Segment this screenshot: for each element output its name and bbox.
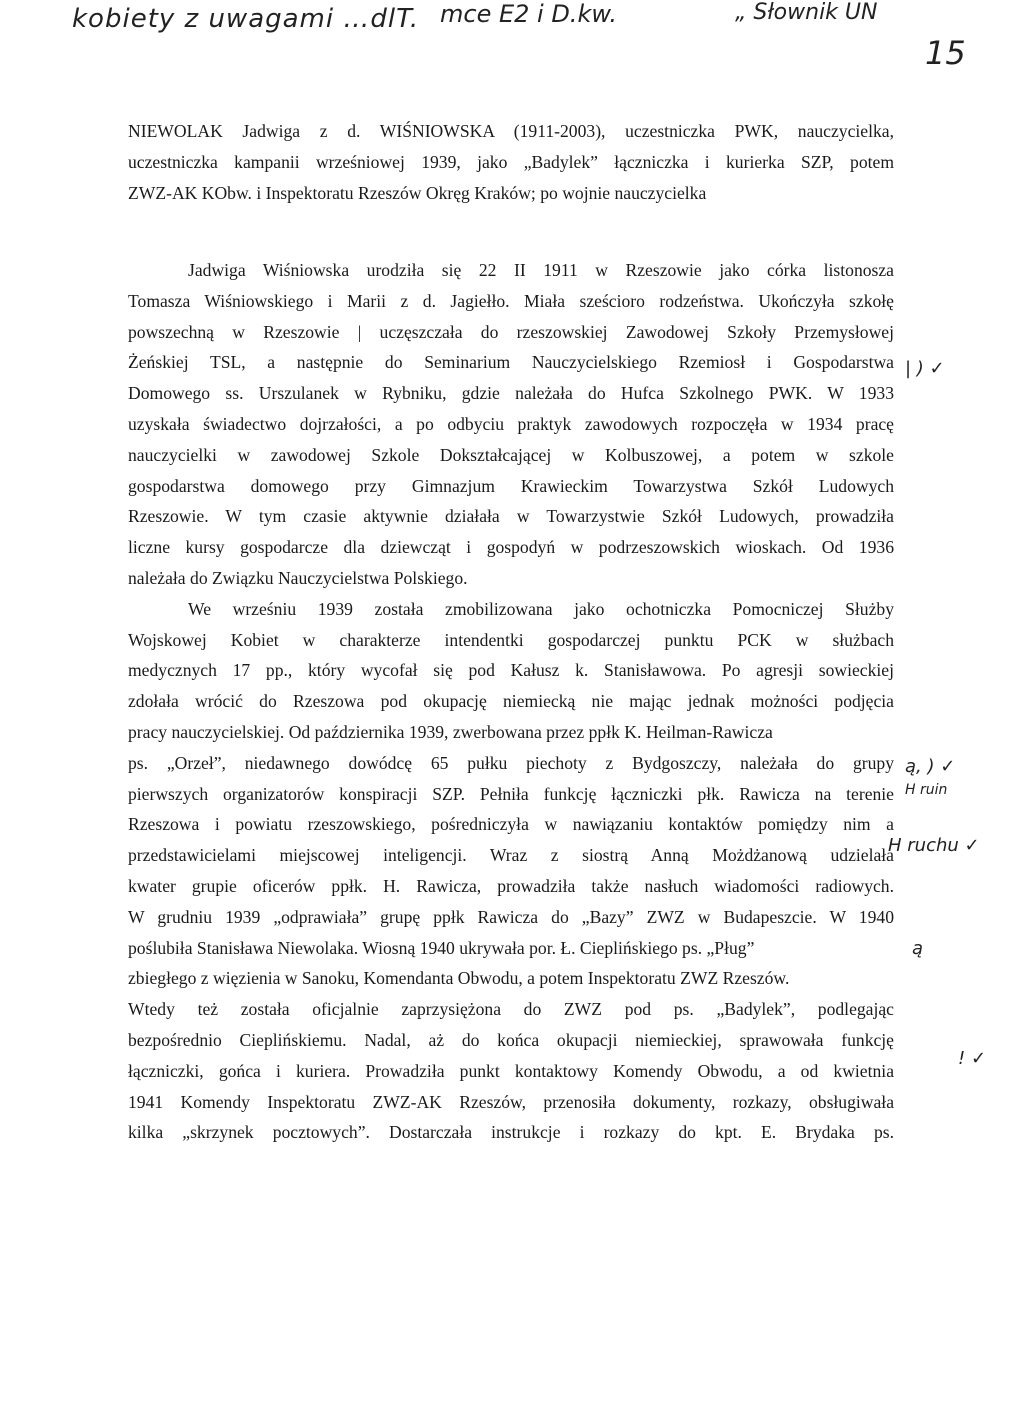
heading-line: ZWZ-AK KObw. i Inspektoratu Rzeszów Okręg Kraków; po wojnie nauczycielka: [128, 182, 707, 203]
margin-note: | ) ✓: [905, 358, 945, 379]
body-line: Rzeszowie. W tym czasie aktywnie działała w Towarzystwie Szkół Ludowych, prowadziła: [128, 506, 894, 527]
body-line: W grudniu 1939 „odprawiała” grupę ppłk Rawicza do „Bazy” ZWZ w Budapeszcie. W 1940: [128, 906, 894, 927]
handwritten-note-top-center: mce E2 i D.kw.: [440, 0, 618, 28]
body-line: poślubiła Stanisława Niewolaka. Wiosną 1940 ukrywała por. Ł. Cieplińskiego ps. „Pług”: [128, 937, 755, 958]
body-line: pierwszych organizatorów konspiracji SZP. Pełniła funkcję łączniczki płk. Rawicza na terenie: [128, 783, 894, 804]
body-line: zbiegłego z więzienia w Sanoku, Komendanta Obwodu, a potem Inspektoratu ZWZ Rzeszów.: [128, 968, 790, 989]
body-line: medycznych 17 pp., który wycofał się pod Kałusz k. Stanisławowa. Po agresji sowieckiej: [128, 660, 894, 681]
body-line: Rzeszowa i powiatu rzeszowskiego, pośredniczyła w nawiązaniu kontaktów pomiędzy nim a: [128, 814, 894, 835]
margin-note: ! ✓: [958, 1048, 987, 1069]
handwritten-note-top-left: kobiety z uwagami …dlT.: [72, 4, 420, 34]
body-line: uzyskała świadectwo dojrzałości, a po odbyciu praktyk zawodowych rozpoczęła w 1934 pracę: [128, 413, 894, 434]
margin-note: ą, ) ✓: [905, 756, 956, 777]
body-line: Żeńskiej TSL, a następnie do Seminarium Nauczycielskiego Rzemiosł i Gospodarstwa: [128, 352, 894, 373]
heading-line: uczestniczka kampanii wrześniowej 1939, jako „Badylek” łączniczka i kurierka SZP, potem: [128, 151, 894, 172]
handwritten-page-number: 15: [925, 34, 966, 72]
body-line: Wtedy też została oficjalnie zaprzysiężona do ZWZ pod ps. „Badylek”, podlegając: [128, 999, 894, 1020]
body-line: ps. „Orzeł”, niedawnego dowódcę 65 pułku piechoty z Bydgoszczy, należała do grupy: [128, 752, 894, 773]
body-line: kwater grupie oficerów ppłk. H. Rawicza, prowadziła także nasłuch wiadomości radiowych.: [128, 875, 894, 896]
body-line: powszechną w Rzeszowie | uczęszczała do rzeszowskiej Zawodowej Szkoły Przemysłowej: [128, 321, 894, 342]
body-line: należała do Związku Nauczycielstwa Polskiego.: [128, 567, 468, 588]
body-line: Jadwiga Wiśniowska urodziła się 22 II 1911 w Rzeszowie jako córka listonosza: [188, 260, 894, 280]
body-line: Domowego ss. Urszulanek w Rybniku, gdzie należała do Hufca Szkolnego PWK. W 1933: [128, 383, 894, 404]
document-body: [128, 255, 894, 1148]
body-line: przedstawicielami miejscowej inteligencji. Wraz z siostrą Anną Możdżanową udzielała: [128, 845, 894, 866]
margin-note: H ruchu ✓: [888, 835, 980, 856]
body-line: 1941 Komendy Inspektoratu ZWZ-AK Rzeszów, przenosiła dokumenty, rozkazy, obsługiwała: [128, 1091, 894, 1112]
body-line: Tomasza Wiśniowskiego i Marii z d. Jagiełło. Miała sześcioro rodzeństwa. Ukończyła szkołę: [128, 290, 894, 311]
body-line: gospodarstwa domowego przy Gimnazjum Krawieckim Towarzystwa Szkół Ludowych: [128, 475, 894, 496]
body-line: zdołała wrócić do Rzeszowa pod okupację niemiecką nie mając jednak możności podjęcia: [128, 691, 894, 712]
body-line: łączniczki, gońca i kuriera. Prowadziła punkt kontaktowy Komendy Obwodu, a od kwietnia: [128, 1060, 894, 1081]
body-line: kilka „skrzynek pocztowych”. Dostarczała instrukcje i rozkazy do kpt. E. Brydaka ps.: [128, 1122, 894, 1143]
margin-note: ą: [912, 938, 924, 959]
handwritten-note-top-right: „ Słownik UN: [735, 0, 878, 25]
margin-note: H ruin: [905, 782, 948, 798]
body-line: pracy nauczycielskiej. Od października 1939, zwerbowana przez ppłk K. Heilman-Rawicza: [128, 721, 773, 742]
body-line: nauczycielki w zawodowej Szkole Dokształcającej w Kolbuszowej, a potem w szkole: [128, 444, 894, 465]
body-line: bezpośrednio Cieplińskiemu. Nadal, aż do końca okupacji niemieckiej, sprawowała funkcję: [128, 1029, 894, 1050]
document-heading: [128, 116, 894, 208]
body-line: liczne kursy gospodarcze dla dziewcząt i gospodyń w podrzeszowskich wioskach. Od 1936: [128, 537, 894, 558]
body-line: We wrześniu 1939 została zmobilizowana jako ochotniczka Pomocniczej Służby: [188, 598, 894, 619]
heading-line: NIEWOLAK Jadwiga z d. WIŚNIOWSKA (1911-2003), uczestniczka PWK, nauczycielka,: [128, 121, 894, 141]
body-line: Wojskowej Kobiet w charakterze intendentki gospodarczej punktu PCK w służbach: [128, 629, 894, 650]
